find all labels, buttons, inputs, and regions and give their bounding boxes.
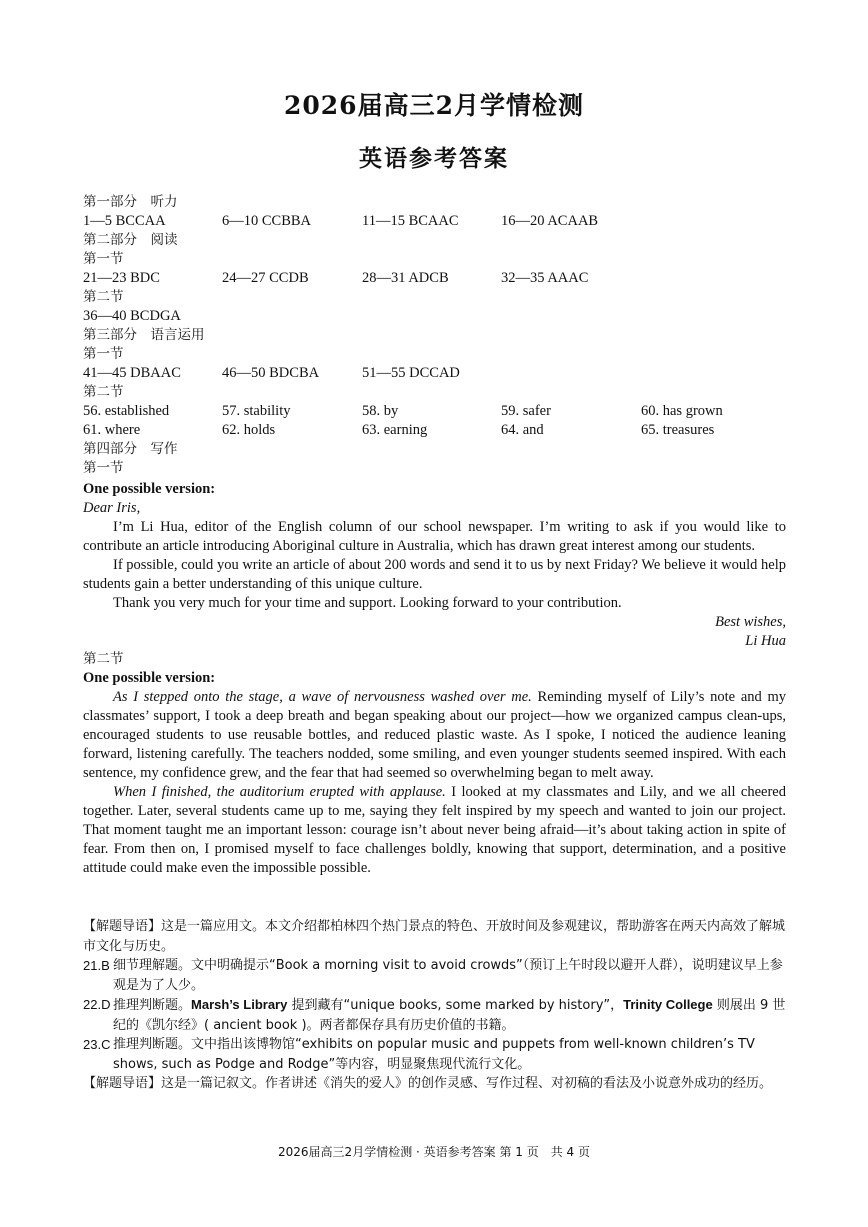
explanation-notes (83, 917, 786, 1094)
letter-paragraph: I’m Li Hua, editor of the English column of our school newspaper. I’m writing to ask if you would like to contribute an article introducing Aboriginal culture in Australia, which has drawn great interest among our students. (83, 519, 786, 554)
part3-sec2-row2 (83, 421, 803, 440)
page-title: 2026届高三2月学情检测 (284, 91, 584, 120)
note-item (83, 1035, 786, 1074)
note-intro: 【解题导语】这是一篇应用文。本文介绍都柏林四个热门景点的特色、开放时间及参观建议，帮助游客在两天内高效了解城市文化与历史。 (83, 919, 786, 954)
note-number: 23.C (83, 1037, 111, 1052)
note-bold-term: Trinity College (623, 997, 713, 1012)
answer-group: 32—35 AAAC (501, 270, 589, 286)
part2-heading: 第二部分 阅读 (83, 232, 178, 248)
story-paragraph (83, 688, 786, 783)
fill-answer: 63. earning (362, 422, 428, 438)
fill-answer: 59. safer (501, 403, 551, 419)
answer-group: 41—45 DBAAC (83, 365, 181, 381)
part2-sec1-answers (83, 269, 803, 288)
part1-answers (83, 212, 803, 231)
part3-sec2-row1 (83, 402, 803, 421)
note-number: 21.B (83, 958, 110, 973)
part3-heading: 第三部分 语言运用 (83, 327, 205, 343)
part4-heading: 第四部分 写作 (83, 441, 178, 457)
letter-signature: Li Hua (745, 633, 786, 649)
fill-answer: 58. by (362, 403, 399, 419)
version-label: One possible version: (83, 481, 216, 497)
continuation-essay (83, 650, 786, 878)
story-text: I looked at my classmates and Lily, and we all cheered together. Later, several students came up to me, saying they felt inspired by my speech and wanted to join our project. That moment taught me an important lesson: courage isn’t about never being afraid—it’s about taking action in spite of fear. From then on, I promised myself to face challenges boldly, knowing that support, determination, and a positive attitude could make even the impossible possible. (83, 784, 786, 876)
story-lead-sentence: As I stepped onto the stage, a wave of nervousness washed over me. (113, 689, 532, 705)
part2-sec2-label: 第二节 (83, 289, 124, 305)
answer-group: 16—20 ACAAB (501, 213, 599, 229)
answer-group: 1—5 BCCAA (83, 213, 166, 229)
answer-group: 6—10 CCBBA (222, 213, 312, 229)
story-text: Reminding myself of Lily’s note and my classmates’ support, I took a deep breath and began speaking about our project—how we organized campus clean-ups, encouraged students to use reusable bottles, and reduced plastic waste. As I spoke, I noticed the audience leaning forward, listening carefully. The teachers nodded, some smiling, and even younger students seemed inspired. With each sentence, my confidence grew, and the fear that had seemed so overwhelming began to melt away. (83, 689, 786, 781)
letter-paragraph: Thank you very much for your time and support. Looking forward to your contribution. (113, 595, 622, 611)
page-subtitle: 英语参考答案 (359, 145, 509, 172)
answer-group: 36—40 BCDGA (83, 308, 181, 324)
answer-section (83, 193, 803, 478)
story-lead-sentence: When I finished, the auditorium erupted with applause. (113, 784, 446, 800)
part4-sec2-label: 第二节 (83, 651, 124, 667)
note-number: 22.D (83, 997, 111, 1012)
fill-answer: 62. holds (222, 422, 276, 438)
fill-answer: 61. where (83, 422, 141, 438)
part3-sec1-answers (83, 364, 803, 383)
answer-group: 51—55 DCCAD (362, 365, 460, 381)
fill-answer: 60. has grown (641, 403, 723, 419)
letter-essay (83, 480, 786, 651)
note-text-part: 推理判断题。 (113, 998, 192, 1013)
letter-paragraph: If possible, could you write an article of about 200 words and send it to us by next Friday? We believe it would help students gain a better understanding of this unique culture. (83, 557, 786, 592)
story-paragraph (83, 783, 786, 878)
note-text: 推理判断题。文中指出该博物馆“exhibits on popular music and puppets from well-known children’s TV shows, such as Podge and Rodge”等内容，明显聚焦现代流行文化。 (113, 1037, 755, 1072)
answer-group: 46—50 BDCBA (222, 365, 320, 381)
part2-sec1-label: 第一节 (83, 251, 124, 267)
note-item (83, 956, 786, 995)
letter-closing: Best wishes, (715, 614, 786, 630)
note-text: 细节理解题。文中明确提示“Book a morning visit to avoid crowds”（预订上午时段以避开人群），说明建议早上参观是为了人少。 (113, 958, 783, 993)
page-footer: 2026届高三2月学情检测 · 英语参考答案 第 1 页 共 4 页 (278, 1145, 590, 1159)
fill-answer: 64. and (501, 422, 544, 438)
version-label: One possible version: (83, 670, 216, 686)
answer-group: 24—27 CCDB (222, 270, 309, 286)
note-text-part: 则展出 9 世纪的《凯尔经》( ancient book )。两者都保存具有历史价值的书籍。 (113, 998, 786, 1033)
answer-group: 28—31 ADCB (362, 270, 449, 286)
fill-answer: 57. stability (222, 403, 291, 419)
part3-sec1-label: 第一节 (83, 346, 124, 362)
note-text-part: 提到藏有“unique books, some marked by history”， (287, 998, 624, 1013)
part4-sec1-label: 第一节 (83, 460, 124, 476)
part3-sec2-label: 第二节 (83, 384, 124, 400)
answer-group: 21—23 BDC (83, 270, 160, 286)
note-text (83, 995, 786, 1035)
fill-answer: 56. established (83, 403, 170, 419)
note-bold-term: Marsh’s Library (191, 997, 288, 1012)
answer-group: 11—15 BCAAC (362, 213, 459, 229)
note-intro: 【解题导语】这是一篇记叙文。作者讲述《消失的爱人》的创作灵感、写作过程、对初稿的看法及小说意外成功的经历。 (83, 1076, 773, 1091)
letter-greeting: Dear Iris, (83, 500, 141, 516)
note-item (83, 995, 786, 1035)
part1-heading: 第一部分 听力 (83, 194, 178, 210)
fill-answer: 65. treasures (641, 422, 715, 438)
